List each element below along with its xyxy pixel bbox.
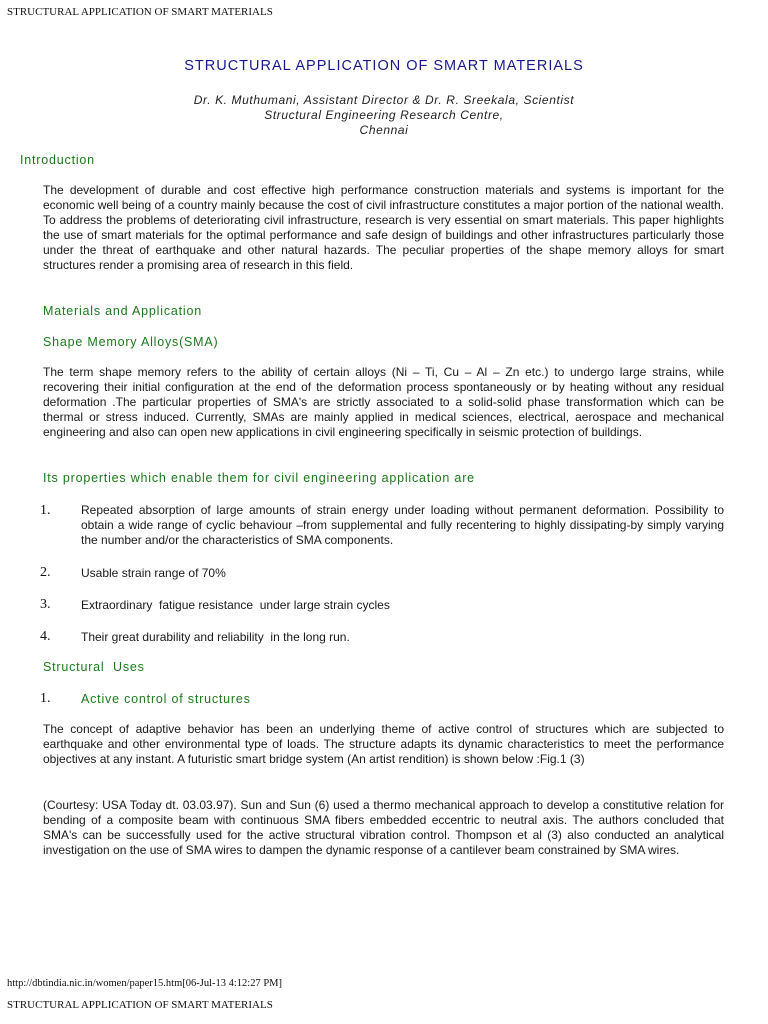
- list-number: 3.: [40, 597, 51, 612]
- footer-url: http://dbtindia.nic.in/women/paper15.htm[06-Jul-13 4:12:27 PM]: [7, 978, 283, 989]
- list-number: 4.: [40, 629, 51, 644]
- author-institution: Structural Engineering Research Centre,: [264, 108, 504, 122]
- list-item: Extraordinary fatigue resistance under large strain cycles: [81, 598, 390, 612]
- list-number: 1.: [40, 691, 51, 706]
- paragraph-active-control-1: The concept of adaptive behavior has been an underlying theme of active control of structures which are subjected to earthquake and other environmental type of loads. The structure adapts its dynamic characteristics to meet the performance objectives at any instant. A futuristic smart bridge system (An artist rendition) is shown below :Fig.1 (3): [43, 722, 724, 766]
- section-heading-properties: Its properties which enable them for civil engineering application are: [43, 471, 475, 485]
- author-block: [0, 93, 768, 138]
- author-names: Dr. K. Muthumani, Assistant Director & Dr. R. Sreekala, Scientist: [193, 93, 575, 107]
- sma-heading-text: Shape Memory Alloys(SMA): [43, 335, 219, 349]
- list-item: Usable strain range of 70%: [81, 566, 226, 580]
- running-header: STRUCTURAL APPLICATION OF SMART MATERIALS: [7, 6, 273, 18]
- list-number: 1.: [40, 503, 51, 518]
- running-footer: STRUCTURAL APPLICATION OF SMART MATERIALS: [7, 999, 273, 1011]
- subsection-heading-active-control: Active control of structures: [81, 692, 251, 706]
- document-title: STRUCTURAL APPLICATION OF SMART MATERIALS: [184, 58, 584, 74]
- paragraph-active-control-2: (Courtesy: USA Today dt. 03.03.97). Sun and Sun (6) used a thermo mechanical approach to develop a constitutive relation for bending of a composite beam with continuous SMA fibers embedded eccentric to neutral axis. The authors concluded that SMA's can be successfully used for the active structural vibration control. Thompson et al (3) also conducted an analytical investigation on the use of SMA wires to dampen the dynamic response of a cantilever beam constrained by SMA wires.: [43, 798, 724, 857]
- author-city: Chennai: [359, 123, 409, 137]
- section-heading-introduction: Introduction: [20, 153, 95, 167]
- list-number: 2.: [40, 565, 51, 580]
- paragraph-introduction: The development of durable and cost effective high performance construction materials and systems is important for the economic well being of a country mainly because the cost of civil infrastructure constitutes a major portion of the national wealth. To address the problems of deteriorating civil infrastructure, research is very essential on smart materials. This paper highlights the use of smart materials for the optimal performance and safe design of buildings and other infrastructures particularly those under the threat of earthquake and other natural hazards. The peculiar properties of the shape memory alloys for smart structures render a promising area of research in this field.: [43, 183, 724, 272]
- list-item: Their great durability and reliability in the long run.: [81, 630, 350, 644]
- paragraph-sma: The term shape memory refers to the ability of certain alloys (Ni – Ti, Cu – Al – Zn etc.) to undergo large strains, while recovering their initial configuration at the end of the deformation process spontaneously or by heating without any residual deformation .The particular properties of SMA's are strictly associated to a solid-solid phase transformation which can be thermal or stress induced. Currently, SMAs are mainly applied in medical sciences, electrical, aerospace and mechanical engineering and also can open new applications in civil engineering specifically in seismic protection of buildings.: [43, 365, 724, 439]
- list-item: Repeated absorption of large amounts of strain energy under loading without permanent deformation. Possibility to obtain a wide range of cyclic behaviour –from supplemental and fully recentering to highly dissipating-by simply varying the number and/or the characteristics of SMA components.: [81, 503, 724, 547]
- section-heading-sma: [43, 335, 219, 349]
- section-heading-structural-uses: Structural Uses: [43, 660, 145, 674]
- section-heading-materials: Materials and Application: [43, 304, 202, 318]
